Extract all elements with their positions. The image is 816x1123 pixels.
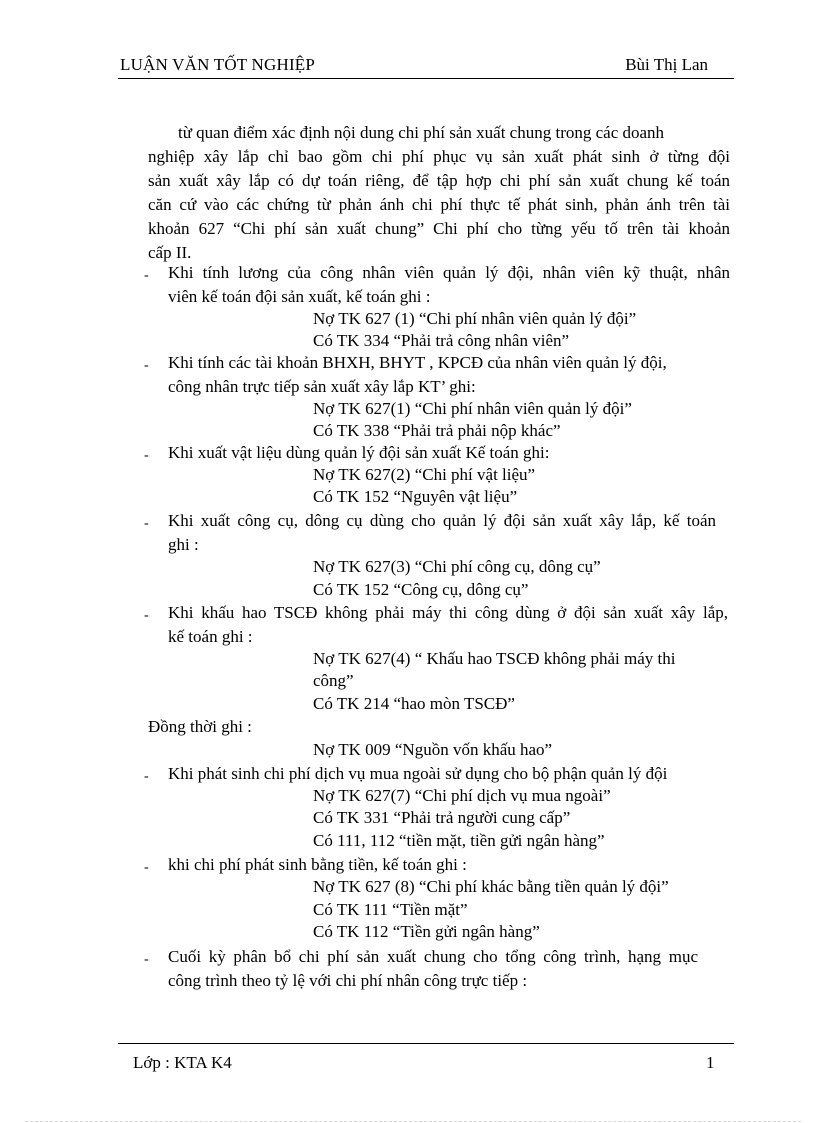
list-item-text: Khi tính các tài khoản BHXH, BHYT , KPCĐ của nhân viên quản lý đội,	[168, 353, 667, 372]
journal-entry: Nợ TK 627(2) “Chi phí vật liệu”	[313, 465, 536, 484]
list-item-text: Khi xuất công cụ, dông cụ dùng cho quản lý đội sản xuất xây lắp, kế toán	[168, 511, 716, 530]
paragraph-line: từ quan điểm xác định nội dung chi phí sản xuất chung trong các doanh	[178, 123, 665, 142]
list-item-text: Khi phát sinh chi phí dịch vụ mua ngoài sử dụng cho bộ phận quản lý đội	[168, 764, 668, 783]
list-item-text: ghi :	[168, 535, 199, 554]
bullet-marker: -	[144, 608, 149, 623]
bullet-marker: -	[144, 358, 149, 373]
bullet-marker: -	[144, 860, 149, 875]
paragraph-line: nghiệp xây lắp chỉ bao gồm chi phí phục vụ sản xuất phát sinh ở từng đội	[148, 147, 730, 166]
journal-entry: Nợ TK 627(3) “Chi phí công cụ, dông cụ”	[313, 557, 601, 576]
list-item-text: kế toán ghi :	[168, 627, 253, 646]
document-title: LUẬN VĂN TỐT NGHIỆP	[120, 55, 316, 74]
bullet-marker: -	[144, 516, 149, 531]
page-number: 1	[706, 1053, 715, 1072]
list-item-text: viên kế toán đội sản xuất, kế toán ghi :	[168, 287, 431, 306]
journal-entry: Nợ TK 009 “Nguồn vốn khấu hao”	[313, 740, 553, 759]
journal-entry: Có TK 111 “Tiền mặt”	[313, 900, 468, 919]
bullet-marker: -	[144, 769, 149, 784]
list-item-text: công trình theo tỷ lệ với chi phí nhân công trực tiếp :	[168, 971, 528, 990]
list-item-text: Khi tính lương của công nhân viên quản lý đội, nhân viên kỹ thuật, nhân	[168, 263, 730, 282]
journal-entry: công”	[313, 671, 354, 690]
list-item-text: Khi xuất vật liệu dùng quản lý đội sản xuất Kế toán ghi:	[168, 443, 550, 462]
journal-entry: Nợ TK 627(4) “ Khấu hao TSCĐ không phải máy thi	[313, 649, 676, 668]
paragraph-line: cấp II.	[148, 243, 192, 262]
journal-entry: Nợ TK 627 (1) “Chi phí nhân viên quản lý đội”	[313, 309, 637, 328]
journal-entry: Có 111, 112 “tiền mặt, tiền gửi ngân hàng”	[313, 831, 605, 850]
journal-entry: Nợ TK 627 (8) “Chi phí khác bằng tiền quản lý đội”	[313, 877, 669, 896]
list-item-text: Cuối kỳ phân bổ chi phí sản xuất chung cho tổng công trình, hạng mục	[168, 947, 698, 966]
bullet-marker: -	[144, 268, 149, 283]
journal-entry: Có TK 152 “Nguyên vật liệu”	[313, 487, 518, 506]
journal-entry: Có TK 334 “Phải trả công nhân viên”	[313, 331, 570, 350]
journal-entry: Có TK 152 “Công cụ, dông cụ”	[313, 580, 529, 599]
journal-entry: Có TK 331 “Phải trả người cung cấp”	[313, 808, 571, 827]
list-item-text: công nhân trực tiếp sản xuất xây lắp KT’ ghi:	[168, 377, 476, 396]
class-label: Lớp : KTA K4	[133, 1053, 232, 1072]
journal-entry: Nợ TK 627(1) “Chi phí nhân viên quản lý đội”	[313, 399, 632, 418]
paragraph-line: khoản 627 “Chi phí sản xuất chung” Chi phí cho từng yếu tố trên tài khoản	[148, 219, 730, 238]
author-name: Bùi Thị Lan	[625, 55, 708, 74]
bullet-marker: -	[144, 952, 149, 967]
paragraph-line: căn cứ vào các chứng từ phản ánh chi phí thực tế phát sinh, phản ánh trên tài	[148, 195, 730, 214]
journal-entry: Có TK 112 “Tiền gửi ngân hàng”	[313, 922, 540, 941]
journal-entry: Nợ TK 627(7) “Chi phí dịch vụ mua ngoài”	[313, 786, 611, 805]
journal-entry: Có TK 338 “Phải trả phải nộp khác”	[313, 421, 561, 440]
page-edge	[25, 1121, 801, 1122]
section-label: Đồng thời ghi :	[148, 717, 252, 736]
journal-entry: Có TK 214 “hao mòn TSCĐ”	[313, 694, 515, 713]
footer-divider	[118, 1043, 734, 1044]
list-item-text: Khi khấu hao TSCĐ không phải máy thi công dùng ở đội sản xuất xây lắp,	[168, 603, 728, 622]
paragraph-line: sản xuất xây lắp có dự toán riêng, để tập hợp chi phí sản xuất chung kế toán	[148, 171, 730, 190]
bullet-marker: -	[144, 448, 149, 463]
list-item-text: khi chi phí phát sinh bằng tiền, kế toán ghi :	[168, 855, 467, 874]
